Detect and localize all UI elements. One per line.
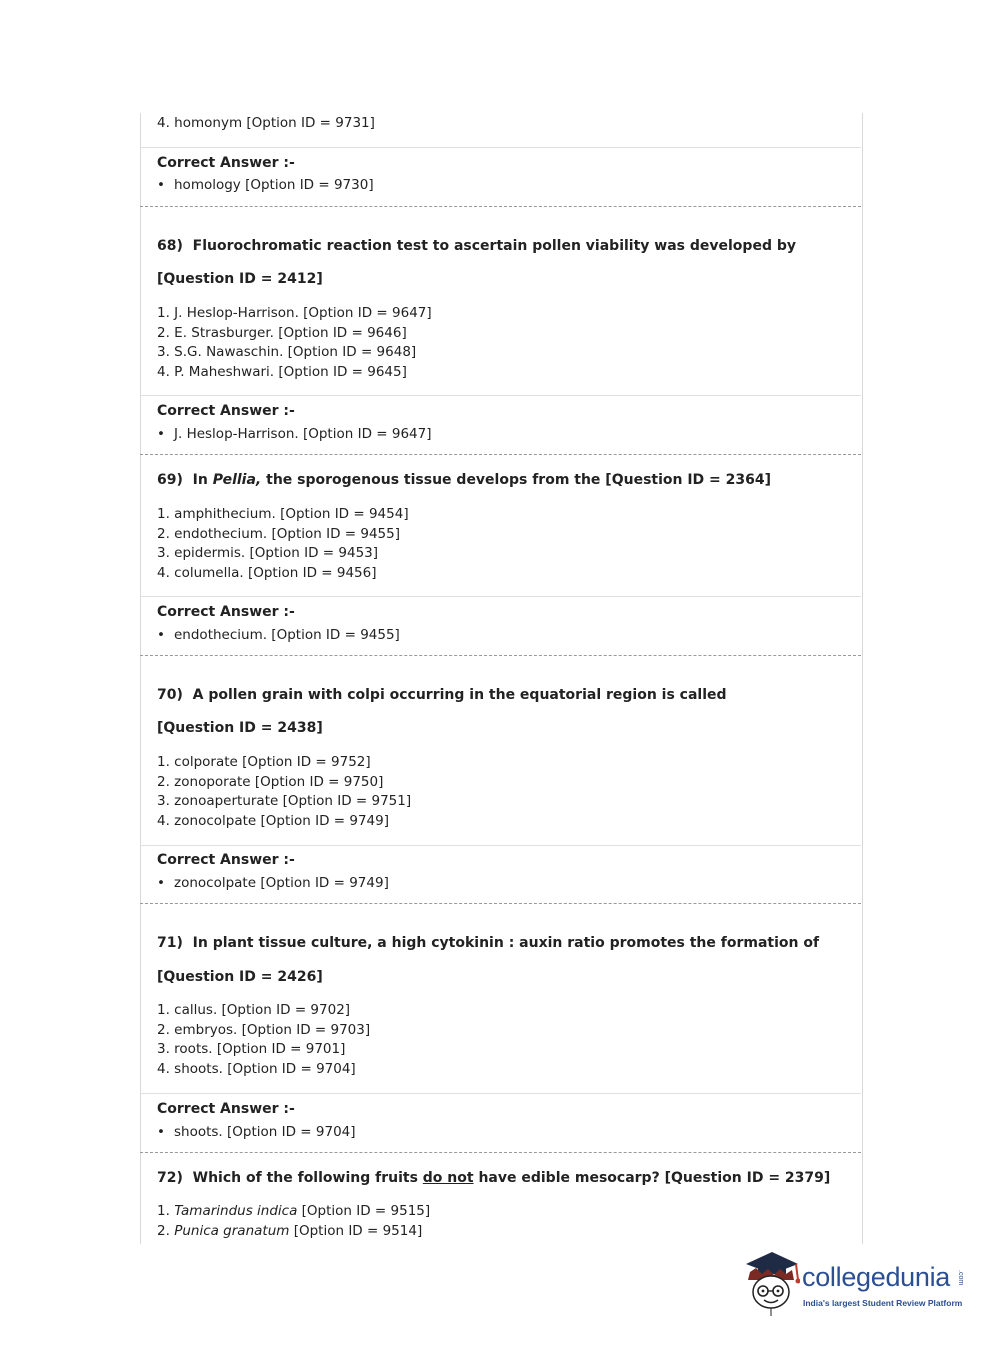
option-text: 3. zonoaperturate [Option ID = 9751] <box>157 793 412 810</box>
option-text: 3. roots. [Option ID = 9701] <box>157 1041 346 1058</box>
option-id: [Option ID = 9515] <box>301 1203 431 1219</box>
question-stem: In <box>192 472 208 488</box>
question-stem-underlined: do not <box>422 1170 474 1186</box>
question-number: 72) <box>157 1170 183 1186</box>
question-number: 68) <box>157 238 183 254</box>
option-text: 1. colporate [Option ID = 9752] <box>157 754 371 770</box>
question-text <box>157 1169 830 1189</box>
options-list <box>157 753 411 831</box>
question-stem: In plant tissue culture, a high cytokinin : auxin ratio promotes the formation of <box>192 935 820 951</box>
option-text: 1. callus. [Option ID = 9702] <box>157 1002 351 1018</box>
option-number: 2. <box>157 1222 170 1239</box>
brand-name: collegedunia <box>802 1262 951 1292</box>
question-stem: have edible mesocarp? [Question ID = 2379] <box>478 1170 831 1186</box>
correct-answer-text: endothecium. [Option ID = 9455] <box>174 627 400 643</box>
option-text: 1. amphithecium. [Option ID = 9454] <box>157 506 409 522</box>
question-stem: A pollen grain with colpi occurring in the equatorial region is called <box>192 687 727 703</box>
question-text <box>157 237 796 257</box>
divider <box>140 1093 861 1094</box>
option-italic: Punica granatum <box>174 1222 290 1239</box>
option-text: 4. columella. [Option ID = 9456] <box>157 564 377 581</box>
correct-answer-label: Correct Answer :- <box>157 604 295 620</box>
question-separator <box>140 454 861 455</box>
option-text: 2. endothecium. [Option ID = 9455] <box>157 525 400 542</box>
option-text <box>157 1202 430 1222</box>
brand-tagline: India's largest Student Review Platform <box>803 1298 963 1308</box>
option-text: 2. E. Strasburger. [Option ID = 9646] <box>157 324 407 341</box>
options-list <box>157 304 432 382</box>
correct-answer <box>157 1123 356 1143</box>
option-text: 4. homonym [Option ID = 9731] <box>157 115 375 131</box>
collegedunia-logo <box>742 1250 972 1320</box>
correct-answer <box>157 176 374 196</box>
correct-answer-label: Correct Answer :- <box>157 155 295 171</box>
brand-domain: .com <box>957 1270 964 1286</box>
correct-answer <box>157 874 389 894</box>
correct-answer-text: zonocolpate [Option ID = 9749] <box>174 875 389 891</box>
question-stem: the sporogenous tissue develops from the [Question ID = 2364] <box>266 472 772 488</box>
divider <box>140 147 861 148</box>
question-text <box>157 686 727 706</box>
correct-answer-label: Correct Answer :- <box>157 403 295 419</box>
divider <box>140 395 861 396</box>
option-italic: Tamarindus indica <box>174 1203 298 1219</box>
options-list <box>157 1001 370 1079</box>
correct-answer <box>157 425 431 445</box>
question-text <box>157 934 819 954</box>
option-text: 3. S.G. Nawaschin. [Option ID = 9648] <box>157 344 417 361</box>
options-list <box>157 505 409 583</box>
option-text: 1. J. Heslop-Harrison. [Option ID = 9647] <box>157 305 432 321</box>
correct-answer-label: Correct Answer :- <box>157 852 295 868</box>
question-id: [Question ID = 2412] <box>157 271 323 287</box>
question-number: 70) <box>157 687 183 703</box>
bullet-icon: • <box>157 426 165 442</box>
bullet-icon: • <box>157 627 165 643</box>
question-stem: Which of the following fruits <box>192 1170 418 1186</box>
mascot-icon <box>742 1250 800 1316</box>
correct-answer-text: shoots. [Option ID = 9704] <box>174 1124 356 1140</box>
correct-answer <box>157 626 400 646</box>
option-text: 4. zonocolpate [Option ID = 9749] <box>157 812 390 829</box>
bullet-icon: • <box>157 1124 165 1140</box>
question-number: 69) <box>157 472 183 488</box>
option-text: 3. epidermis. [Option ID = 9453] <box>157 545 379 562</box>
question-separator <box>140 655 861 656</box>
correct-answer-text: homology [Option ID = 9730] <box>174 177 374 193</box>
bullet-icon: • <box>157 177 165 193</box>
correct-answer-text: J. Heslop-Harrison. [Option ID = 9647] <box>174 426 432 442</box>
question-separator <box>140 903 861 904</box>
question-stem: Fluorochromatic reaction test to ascertain pollen viability was developed by <box>192 238 796 254</box>
question-stem-italic: Pellia, <box>212 472 262 488</box>
option-number: 1. <box>157 1203 170 1219</box>
option-text: 2. zonoporate [Option ID = 9750] <box>157 773 384 790</box>
divider <box>140 845 861 846</box>
correct-answer-label: Correct Answer :- <box>157 1101 295 1117</box>
question-separator <box>140 1152 861 1153</box>
options-list <box>157 1202 430 1241</box>
question-separator <box>140 206 861 207</box>
option-text: 4. P. Maheshwari. [Option ID = 9645] <box>157 363 407 380</box>
option-text: 4. shoots. [Option ID = 9704] <box>157 1060 356 1077</box>
divider <box>140 596 861 597</box>
question-id: [Question ID = 2426] <box>157 969 323 985</box>
option-text <box>157 1222 430 1242</box>
question-number: 71) <box>157 935 183 951</box>
question-text <box>157 471 771 491</box>
bullet-icon: • <box>157 875 165 891</box>
question-id: [Question ID = 2438] <box>157 720 323 736</box>
option-text: 2. embryos. [Option ID = 9703] <box>157 1021 371 1038</box>
option-id: [Option ID = 9514] <box>293 1222 423 1239</box>
